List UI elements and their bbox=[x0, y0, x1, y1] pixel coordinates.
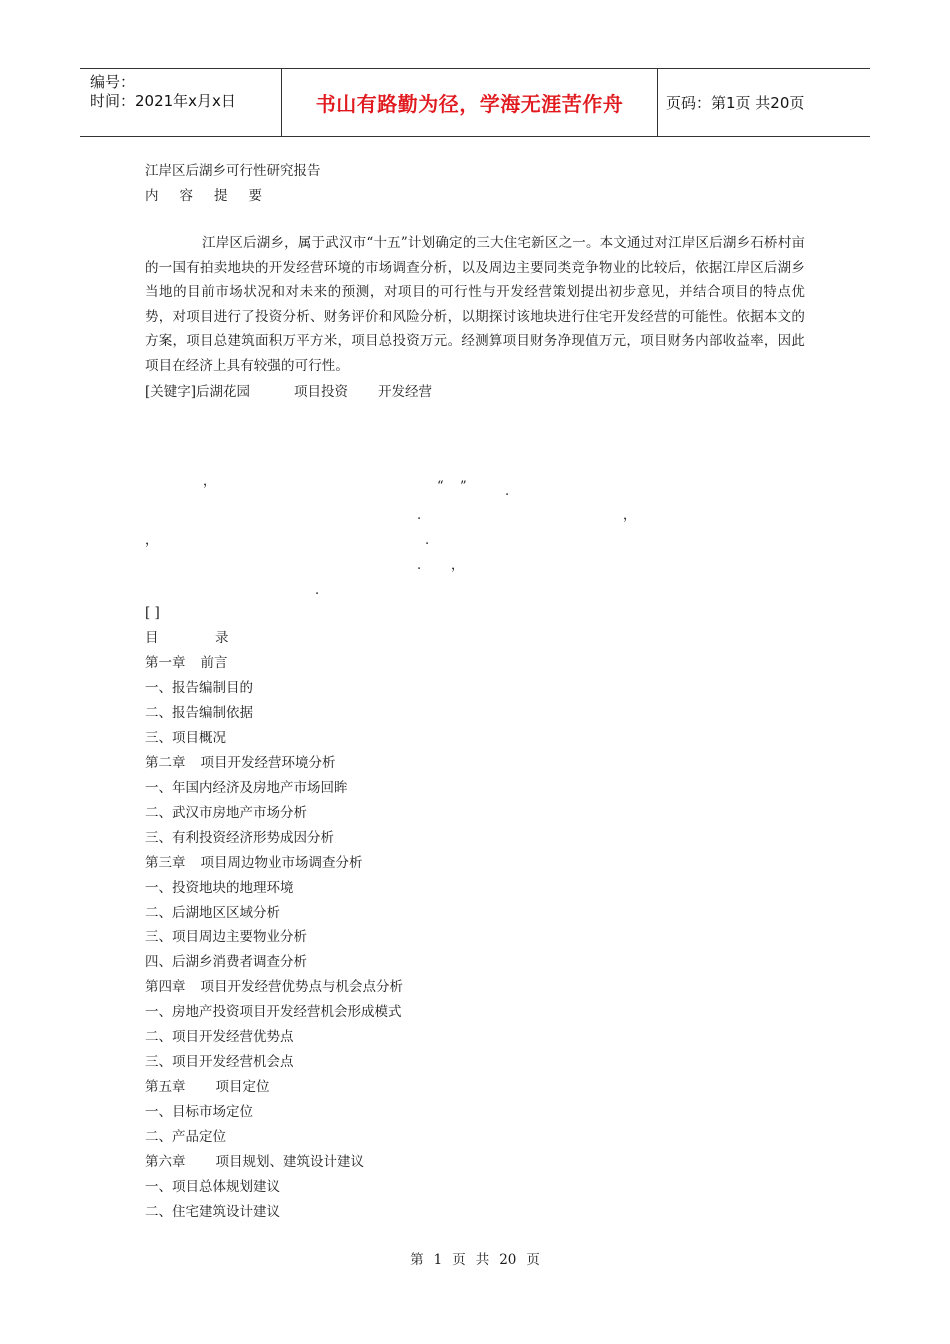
toc-entry-label: 一、报告编制目的 bbox=[145, 679, 253, 696]
punct-comma: ， bbox=[203, 474, 217, 489]
keyword-2: 项目投资 bbox=[294, 384, 349, 400]
number-label: 编号： bbox=[90, 73, 136, 91]
footer-total-pages: 20 bbox=[499, 1252, 517, 1268]
toc-entry bbox=[145, 853, 363, 873]
toc-title bbox=[145, 628, 229, 648]
toc-entry bbox=[145, 778, 348, 798]
toc-entry bbox=[145, 1177, 280, 1197]
toc-entry-label: 第三章 bbox=[145, 854, 186, 871]
toc-title-b: 录 bbox=[215, 630, 229, 646]
toc-entry-label: 二、后湖地区区域分析 bbox=[145, 904, 280, 921]
toc-entry-label: 一、项目总体规划建议 bbox=[145, 1178, 280, 1195]
punct-lquote: “ bbox=[437, 479, 444, 494]
toc-entry bbox=[145, 1202, 280, 1222]
header-page-cell bbox=[658, 69, 870, 136]
toc-entry-label: 二、产品定位 bbox=[145, 1129, 226, 1146]
toc-entry-label: 第二章 bbox=[145, 754, 186, 771]
toc-entry-title: 项目开发经营优势点与机会点分析 bbox=[200, 979, 403, 996]
time-label: 时间：2021年x月x日 bbox=[90, 92, 236, 110]
toc-entry bbox=[145, 1077, 270, 1097]
punct-dot: . bbox=[425, 533, 430, 548]
toc-entry bbox=[145, 1002, 402, 1022]
toc-entry bbox=[145, 1102, 253, 1122]
page-footer bbox=[0, 1248, 950, 1268]
toc-entry-title: 项目周边物业市场调查分析 bbox=[200, 854, 363, 871]
toc-entry-title: 项目定位 bbox=[215, 1079, 270, 1096]
toc-entry-label: 三、有利投资经济形势成因分析 bbox=[145, 829, 334, 846]
toc-entry-label: 四、后湖乡消费者调查分析 bbox=[145, 954, 307, 971]
toc-entry bbox=[145, 753, 336, 773]
toc-entry bbox=[145, 977, 403, 997]
toc-entry bbox=[145, 952, 307, 972]
summary-heading: 内容提要 bbox=[145, 188, 283, 204]
empty-brackets: [ ] bbox=[145, 605, 160, 621]
toc-entry bbox=[145, 803, 307, 823]
toc-entry-title: 前言 bbox=[200, 655, 228, 671]
toc-entry bbox=[145, 1127, 226, 1147]
toc-entry-title: 项目开发经营环境分析 bbox=[200, 754, 336, 771]
keywords-line bbox=[145, 382, 432, 402]
toc-entry-label: 一、目标市场定位 bbox=[145, 1104, 253, 1121]
punct-dot: . bbox=[417, 508, 422, 523]
toc-entry-label: 二、报告编制依据 bbox=[145, 704, 253, 721]
header-motto: 书山有路勤为径，学海无涯苦作舟 bbox=[315, 92, 624, 116]
toc-entry bbox=[145, 927, 307, 947]
toc-entry-title: 项目规划、建筑设计建议 bbox=[215, 1154, 364, 1170]
footer-word: 共 bbox=[475, 1252, 490, 1268]
toc-entry bbox=[145, 1152, 364, 1172]
punct-comma: ， bbox=[145, 533, 159, 548]
punct-comma: ， bbox=[451, 558, 465, 573]
toc-entry-label: 第一章 bbox=[145, 655, 186, 671]
footer-page-number: 1 bbox=[433, 1252, 443, 1268]
page-header bbox=[80, 68, 870, 137]
toc-entry-label: 一、年国内经济及房地产市场回眸 bbox=[145, 779, 348, 796]
header-page-label: 页码：第1页 共20页 bbox=[666, 94, 805, 112]
toc-entry-label: 第五章 bbox=[145, 1079, 186, 1096]
toc-entry-label: 二、住宅建筑设计建议 bbox=[145, 1203, 280, 1220]
footer-word: 页 bbox=[526, 1252, 540, 1268]
keyword-3: 开发经营 bbox=[378, 384, 433, 400]
footer-word: 页 bbox=[452, 1252, 466, 1268]
toc-entry-label: 二、武汉市房地产市场分析 bbox=[145, 804, 307, 821]
header-info bbox=[80, 69, 282, 136]
header-motto-cell bbox=[282, 69, 658, 136]
toc-entry bbox=[145, 878, 294, 898]
toc-entry-label: 三、项目开发经营机会点 bbox=[145, 1054, 294, 1071]
toc-entry-label: 二、项目开发经营优势点 bbox=[145, 1029, 294, 1046]
punct-dot: . bbox=[417, 558, 422, 573]
toc-entry-label: 第四章 bbox=[145, 979, 186, 996]
toc-entry bbox=[145, 1027, 294, 1047]
toc-entry bbox=[145, 653, 228, 673]
toc-entry bbox=[145, 1052, 294, 1072]
toc-entry-label: 一、房地产投资项目开发经营机会形成模式 bbox=[145, 1004, 402, 1021]
toc-entry bbox=[145, 828, 334, 848]
toc-entry bbox=[145, 678, 253, 698]
footer-word: 第 bbox=[410, 1252, 424, 1268]
toc-entry bbox=[145, 903, 280, 923]
toc-entry-label: 三、项目概况 bbox=[145, 729, 226, 746]
toc-entry bbox=[145, 728, 226, 748]
punct-dot: . bbox=[315, 583, 320, 598]
punct-rquote: ” bbox=[460, 479, 467, 494]
toc-title-a: 目 bbox=[145, 630, 159, 646]
document-title: 江岸区后湖乡可行性研究报告 bbox=[145, 163, 321, 179]
punct-comma: ， bbox=[623, 508, 637, 523]
keyword-1: [关键字]后湖花园 bbox=[145, 384, 251, 400]
abstract-paragraph: 江岸区后湖乡，属于武汉市“十五”计划确定的三大住宅新区之一。本文通过对江岸区后湖乡石桥村亩的一国有拍卖地块的开发经营环境的市场调查分析，以及周边主要同类竞争物业的比较后，依据江岸区后湖乡当地的目前市场状况和对未来的预测，对项目的可行性与开发经营策划提出初步意见，并结合项目的特点优势，对项目进行了投资分析、财务评价和风险分析，以期探讨该地块进行住宅开发经营的可能性。依据本文的方案，项目总建筑面积万平方米，项目总投资万元。经测算项目财务净现值万元，项目财务内部收益率，因此项目在经济上具有较强的可行性。 bbox=[145, 235, 805, 374]
toc-entry bbox=[145, 703, 253, 723]
punct-dot: . bbox=[505, 484, 510, 499]
toc-entry-label: 第六章 bbox=[145, 1154, 186, 1170]
toc-entry-label: 一、投资地块的地理环境 bbox=[145, 879, 294, 896]
toc-entry-label: 三、项目周边主要物业分析 bbox=[145, 929, 307, 946]
